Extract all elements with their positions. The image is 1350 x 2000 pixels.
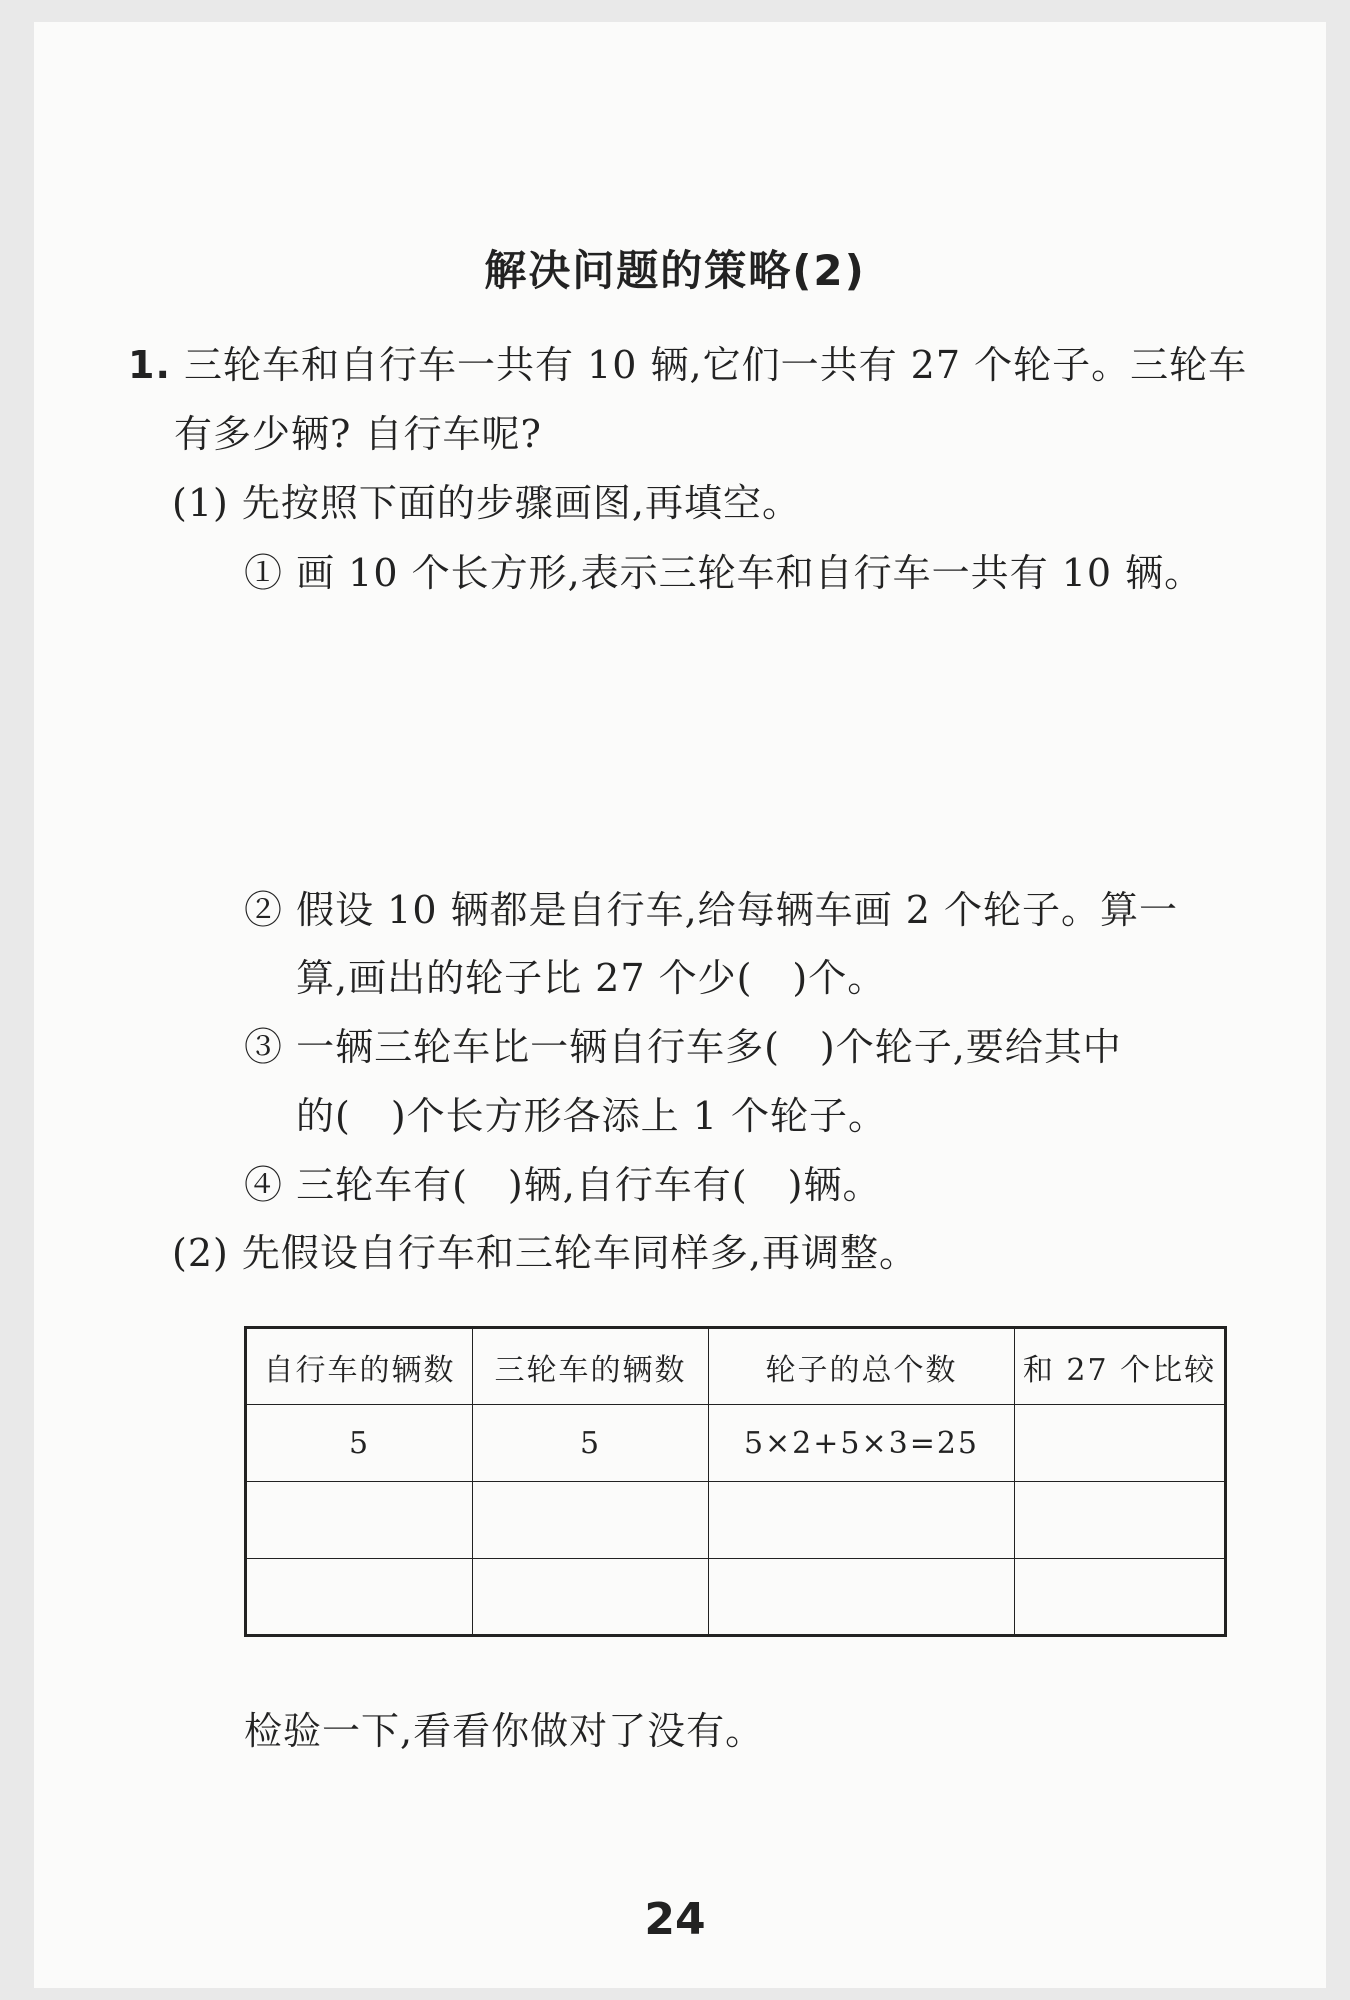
- table-header-cell: 和 27 个比较: [1015, 1328, 1226, 1405]
- step-3-text-c: 的(: [296, 1094, 351, 1138]
- table-cell[interactable]: [246, 1482, 473, 1559]
- table-cell[interactable]: [1015, 1482, 1226, 1559]
- page-title: 解决问题的策略(2): [484, 246, 866, 295]
- table-cell[interactable]: 5: [246, 1405, 473, 1482]
- step-4-line: [244, 1160, 881, 1210]
- table-cell[interactable]: [709, 1482, 1015, 1559]
- adjustment-table: [244, 1326, 1227, 1637]
- step-2-line-1: ② 假设 10 辆都是自行车,给每辆车画 2 个轮子。算一: [244, 888, 1179, 932]
- step-4-text-a: ④ 三轮车有(: [244, 1163, 468, 1207]
- check-instruction: 检验一下,看看你做对了没有。: [244, 1709, 765, 1753]
- table-cell[interactable]: [473, 1482, 709, 1559]
- step-2-text-a: 算,画出的轮子比 27 个少(: [296, 956, 753, 1000]
- table-row: [246, 1482, 1226, 1559]
- worksheet-page: [34, 22, 1326, 1988]
- question-text: 三轮车和自行车一共有 10 辆,它们一共有 27 个轮子。三轮车: [183, 343, 1248, 387]
- step-3-text-d: )个长方形各添上 1 个轮子。: [390, 1094, 887, 1138]
- table-row: [246, 1405, 1226, 1482]
- step-4-text-b: )辆,自行车有(: [507, 1163, 748, 1207]
- table-header-row: [246, 1328, 1226, 1405]
- page-number: 24: [644, 1894, 706, 1945]
- table-header-cell: 轮子的总个数: [709, 1328, 1015, 1405]
- table-cell[interactable]: [1015, 1405, 1226, 1482]
- step-4-text-c: )辆。: [787, 1163, 882, 1207]
- step-3-line-2: [296, 1091, 887, 1141]
- table-cell[interactable]: [1015, 1559, 1226, 1636]
- step-2-line-2: [296, 953, 886, 1003]
- step-1-text: ① 画 10 个长方形,表示三轮车和自行车一共有 10 辆。: [244, 551, 1204, 595]
- table-cell[interactable]: 5×2+5×3=25: [709, 1405, 1015, 1482]
- table-cell[interactable]: 5: [473, 1405, 709, 1482]
- table-header-cell: 三轮车的辆数: [473, 1328, 709, 1405]
- step-2-text-b: )个。: [792, 956, 887, 1000]
- step-3-line-1: [244, 1022, 1122, 1072]
- table-cell[interactable]: [246, 1559, 473, 1636]
- question-number: 1.: [128, 343, 171, 387]
- question-1-line-1: [128, 340, 1247, 390]
- table-header-cell: 自行车的辆数: [246, 1328, 473, 1405]
- step-3-text-a: ③ 一辆三轮车比一辆自行车多(: [244, 1025, 780, 1069]
- part-2-label: (2) 先假设自行车和三轮车同样多,再调整。: [172, 1231, 918, 1275]
- part-1-label: (1) 先按照下面的步骤画图,再填空。: [172, 481, 801, 525]
- step-3-text-b: )个轮子,要给其中: [819, 1025, 1122, 1069]
- table-cell[interactable]: [709, 1559, 1015, 1636]
- table-row: [246, 1559, 1226, 1636]
- table-cell[interactable]: [473, 1559, 709, 1636]
- question-1-line-2: 有多少辆? 自行车呢?: [174, 412, 542, 456]
